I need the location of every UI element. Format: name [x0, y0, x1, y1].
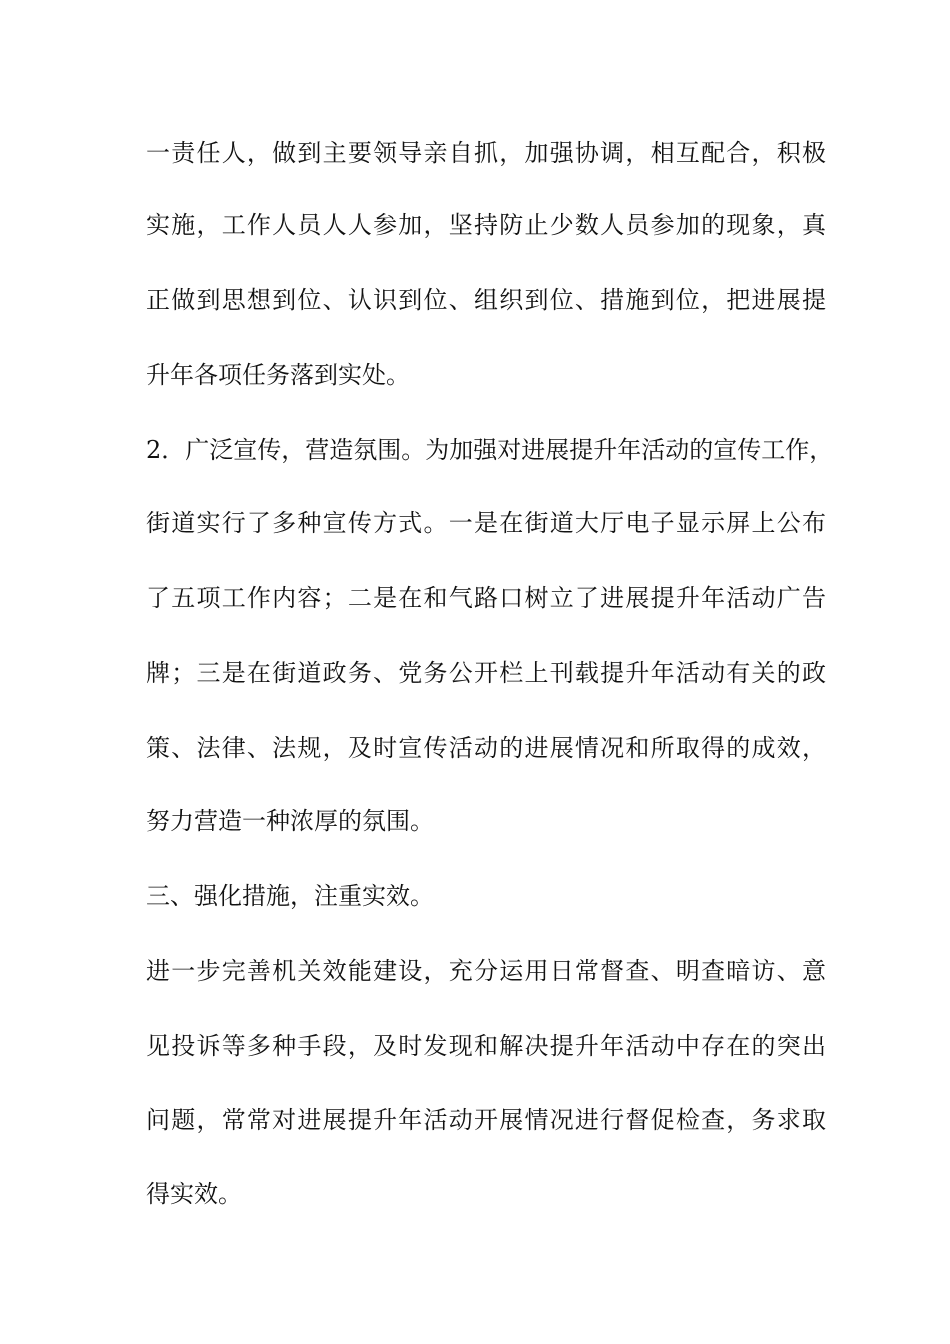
- text-line: 牌；三是在街道政务、党务公开栏上刊载提升年活动有关的政: [146, 659, 826, 687]
- text-line: 正做到思想到位、认识到位、组织到位、措施到位，把进展提: [146, 286, 826, 314]
- text-line: 见投诉等多种手段，及时发现和解决提升年活动中存在的突出: [146, 1032, 826, 1060]
- text-line: 进一步完善机关效能建设，充分运用日常督查、明查暗访、意: [146, 957, 826, 985]
- text-line: 策、法律、法规，及时宣传活动的进展情况和所取得的成效，: [146, 734, 826, 762]
- text-line: 问题，常常对进展提升年活动开展情况进行督促检查，务求取: [146, 1106, 826, 1134]
- text-line: 了五项工作内容；二是在和气路口树立了进展提升年活动广告: [146, 584, 826, 612]
- text-line: 一责任人，做到主要领导亲自抓，加强协调，相互配合，积极: [146, 139, 826, 167]
- text-line: 实施，工作人员人人参加，坚持防止少数人员参加的现象，真: [146, 211, 826, 239]
- text-line: 努力营造一种浓厚的氛围。: [146, 807, 434, 835]
- text-line: 升年各项任务落到实处。: [146, 361, 410, 389]
- text-line: 得实效。: [146, 1180, 242, 1208]
- text-line: 2．广泛宣传，营造氛围。为加强对进展提升年活动的宣传工作，: [146, 436, 834, 464]
- text-line: 三、强化措施，注重实效。: [146, 882, 434, 910]
- text-line: 街道实行了多种宣传方式。一是在街道大厅电子显示屏上公布: [146, 509, 826, 537]
